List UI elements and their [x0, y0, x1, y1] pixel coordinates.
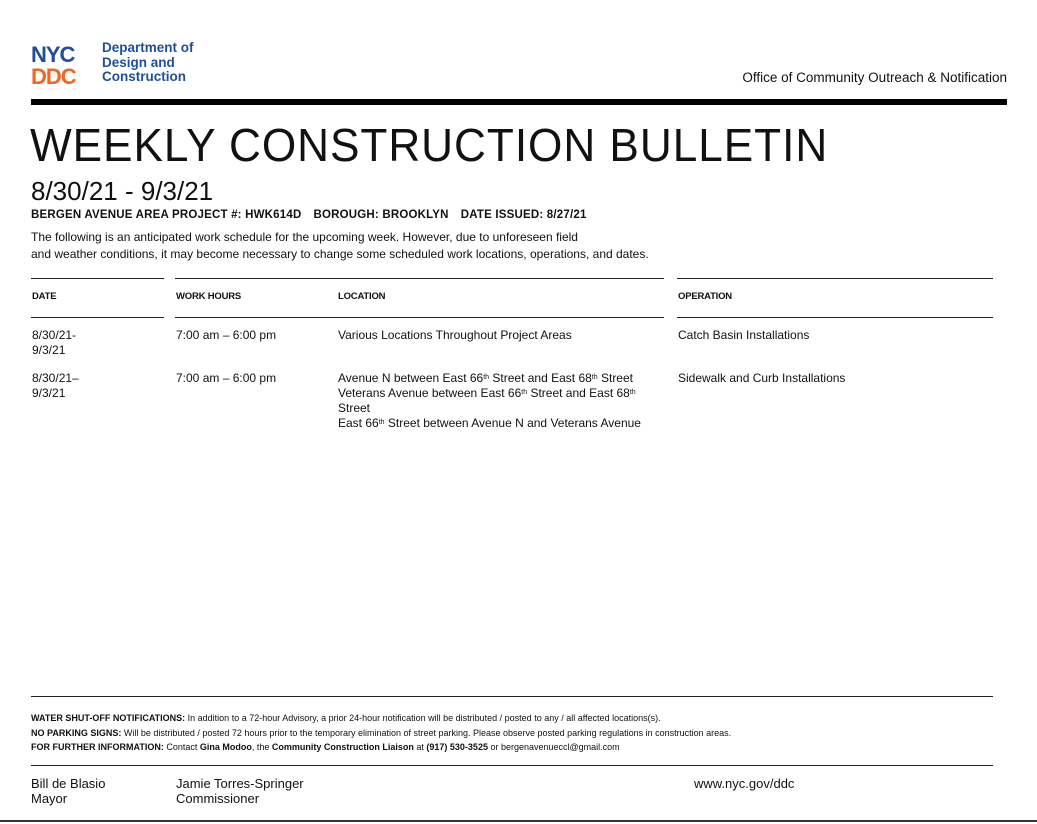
table-header-rule-middle	[175, 317, 664, 318]
department-line-2: Design and	[102, 54, 175, 70]
row2-location	[338, 371, 648, 431]
row2-location-line-1: Avenue N between East 66th Street and East 68th Street	[338, 371, 633, 385]
commissioner-title: Commissioner	[176, 791, 260, 806]
liaison-title: Community Construction Liaison	[271, 742, 414, 752]
row2-date-start: 8/30/21–	[32, 371, 79, 385]
row1-date-end: 9/3/21	[32, 343, 66, 357]
project-info-line	[31, 209, 599, 221]
footer-notices	[31, 711, 731, 755]
department-line-1: Department of	[102, 40, 194, 55]
header-operation: OPERATION	[678, 291, 732, 302]
intro-line-2: and weather conditions, it may become necessary to change some scheduled work locations, operations, and dates.	[31, 247, 649, 261]
page-bottom-border	[0, 820, 1037, 822]
table-top-rule-operation	[677, 278, 993, 279]
row1-operation: Catch Basin Installations	[678, 328, 810, 342]
row2-location-line-2: Veterans Avenue between East 66th Street and East 68th	[338, 386, 636, 400]
website-link[interactable]: www.nyc.gov/ddc	[694, 776, 795, 791]
date-issued: DATE ISSUED: 8/27/21	[460, 209, 587, 221]
table-header-rule-date	[31, 317, 164, 318]
mayor-title: Mayor	[31, 791, 68, 806]
water-shutoff-notice: WATER SHUT-OFF NOTIFICATIONS: In addition to a 72-hour Advisory, a prior 24-hour notification will be distributed / posted to any / all affected locations(s).	[31, 713, 661, 723]
mayor-signature	[31, 776, 105, 806]
table-top-rule-date	[31, 278, 164, 279]
row2-location-line-3: East 66th Street between Avenue N and Veterans Avenue	[338, 416, 641, 430]
footer-top-rule	[31, 696, 993, 697]
bulletin-date-range: 8/30/21 - 9/3/21	[31, 176, 214, 206]
nyc-ddc-logo	[31, 42, 91, 86]
contact-phone: (917) 530-3525	[426, 742, 488, 752]
department-line-3: Construction	[102, 69, 186, 84]
footer-bottom-rule	[31, 765, 993, 766]
row2-date-end: 9/3/21	[32, 386, 66, 400]
department-name	[102, 41, 194, 85]
row2-operation: Sidewalk and Curb Installations	[678, 371, 846, 385]
no-parking-notice: NO PARKING SIGNS: Will be distributed / posted 72 hours prior to the temporary elimination of street parking. Please observe posted parking regulations in construction areas.	[31, 727, 732, 738]
contact-name: Gina Modoo	[199, 742, 252, 752]
project-borough: BOROUGH: BROOKLYN	[313, 209, 449, 221]
table-top-rule-middle	[175, 278, 664, 279]
commissioner-name: Jamie Torres-Springer	[176, 776, 304, 791]
row1-location: Various Locations Throughout Project Areas	[338, 328, 572, 342]
bulletin-title: WEEKLY CONSTRUCTION BULLETIN	[30, 119, 829, 171]
row2-date	[32, 371, 79, 401]
intro-text	[31, 229, 731, 263]
office-name: Office of Community Outreach & Notification	[742, 70, 1007, 85]
header-divider	[31, 99, 1007, 105]
row1-date	[32, 328, 76, 358]
row2-location-line-2b: Street	[338, 401, 371, 415]
row1-hours: 7:00 am – 6:00 pm	[176, 328, 277, 342]
logo-ddc-text: DDC	[31, 64, 76, 86]
contact-email: or bergenavenueccl@gmail.com	[487, 742, 620, 752]
header-location: LOCATION	[338, 291, 386, 302]
table-header-rule-operation	[677, 317, 993, 318]
intro-line-1: The following is an anticipated work schedule for the upcoming week. However, due to unforeseen field	[31, 230, 578, 244]
mayor-name: Bill de Blasio	[31, 776, 106, 791]
further-info-notice: FOR FURTHER INFORMATION: Contact Gina Modoo, the Community Construction Liaison at (917) 530-3525 or bergenavenueccl@gmail.com	[31, 742, 620, 752]
row2-hours: 7:00 am – 6:00 pm	[176, 371, 277, 385]
header-date: DATE	[32, 291, 57, 302]
commissioner-signature	[176, 776, 304, 806]
project-number: BERGEN AVENUE AREA PROJECT #: HWK614D	[31, 209, 302, 221]
logo-nyc-text: NYC	[31, 42, 75, 67]
header-work-hours: WORK HOURS	[176, 291, 242, 302]
row1-date-start: 8/30/21-	[32, 328, 77, 342]
